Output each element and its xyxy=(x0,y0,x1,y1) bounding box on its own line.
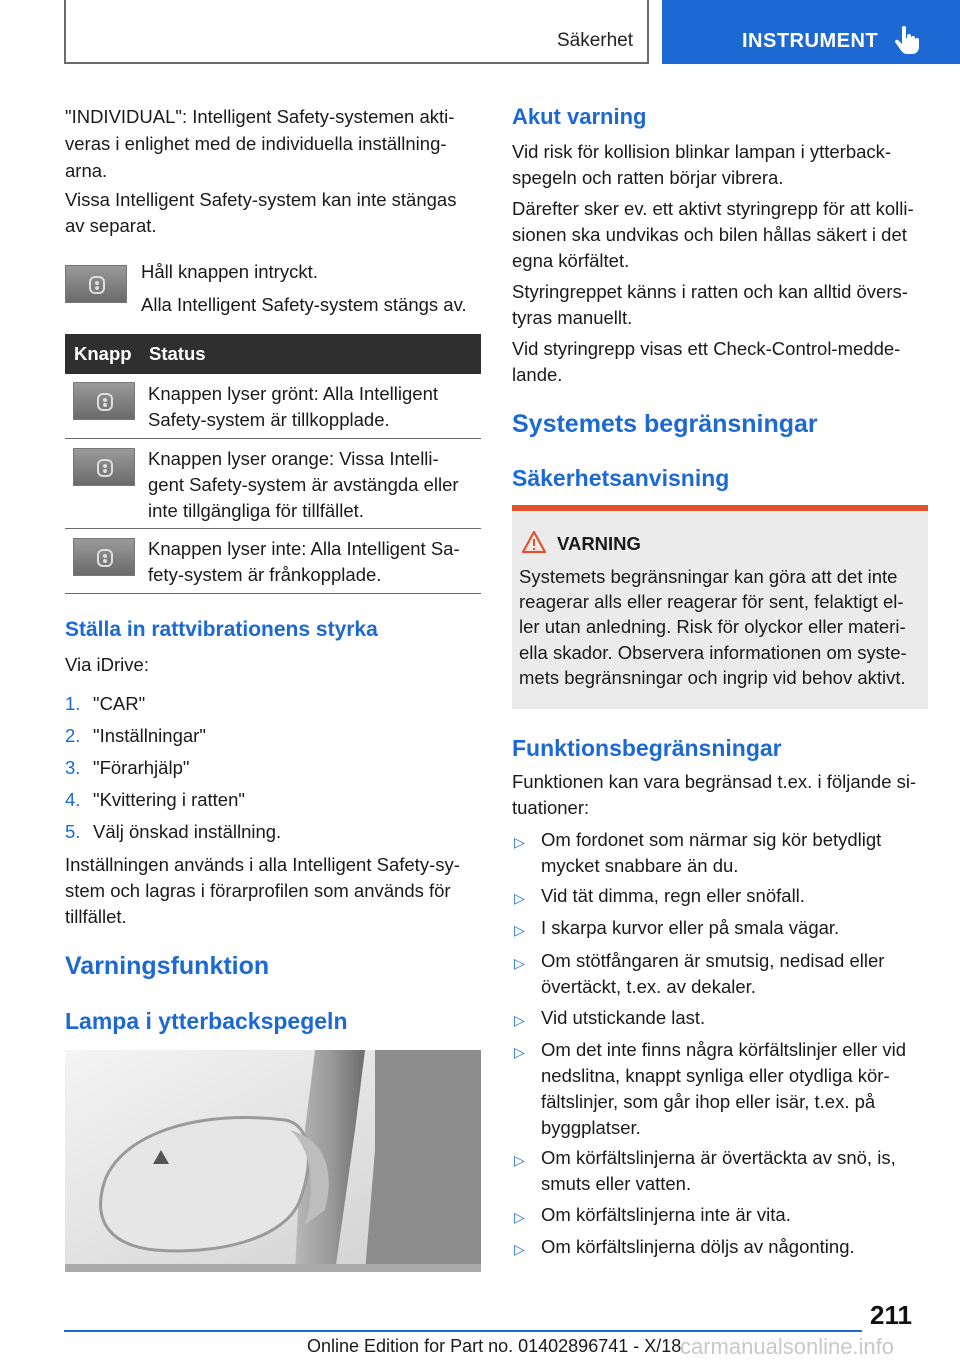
warning-triangle-icon xyxy=(521,530,547,554)
bullet-line: byggplatser. xyxy=(541,1117,641,1138)
warning-title: VARNING xyxy=(557,533,641,554)
table-row1-line1: Knappen lyser grönt: Alla Intelligent xyxy=(148,383,439,404)
table-row2-line2: gent Safety-system är avstängda eller xyxy=(148,474,459,495)
step-number: 2. xyxy=(65,725,81,746)
left-p1-line1: "INDIVIDUAL": Intelligent Safety-systemen akti- xyxy=(65,106,455,127)
left-p3-line2: stem och lagras i förarprofilen som används för xyxy=(65,880,451,901)
hand-pointer-icon xyxy=(894,26,920,54)
left-p2-line2: av separat. xyxy=(65,215,157,236)
hold-line2: Alla Intelligent Safety-system stängs av. xyxy=(141,294,467,315)
bullet-line: Om körfältslinjerna döljs av någonting. xyxy=(541,1236,855,1257)
bullet-triangle-icon: ▷ xyxy=(514,1209,525,1225)
right-p3-line1: Styringreppet känns i ratten och kan alltid övers- xyxy=(512,281,908,302)
step-number: 3. xyxy=(65,757,81,778)
bullet-line: Om det inte finns några körfältslinjer eller vid xyxy=(541,1039,907,1060)
bullet-triangle-icon: ▷ xyxy=(514,1152,525,1168)
header-chapter-title: INSTRUMENT xyxy=(742,30,879,52)
safety-button-image xyxy=(65,265,127,303)
bullet-triangle-icon: ▷ xyxy=(514,922,525,938)
left-p1-line3: arna. xyxy=(65,160,108,181)
via-idrive: Via iDrive: xyxy=(65,654,149,675)
right-p1-line2: spegeln och ratten börjar vibrera. xyxy=(512,167,784,188)
bullet-line: övertäckt, t.ex. av dekaler. xyxy=(541,976,756,997)
right-p4-line2: lande. xyxy=(512,364,563,385)
heading-limits: Systemets begränsningar xyxy=(512,410,818,438)
heading-warning-function: Varningsfunktion xyxy=(65,952,270,980)
bullet-line: Vid tät dimma, regn eller snöfall. xyxy=(541,885,805,906)
right-p5-line1: Funktionen kan vara begränsad t.ex. i följande si- xyxy=(512,771,917,792)
table-row2-line3: inte tillgängliga för tillfället. xyxy=(148,500,364,521)
left-p3-line1: Inställningen används i alla Intelligent Safety-sy- xyxy=(65,854,460,875)
heading-lamp: Lampa i ytterbackspegeln xyxy=(65,1008,348,1034)
button-green-image xyxy=(73,382,135,420)
right-p2-line1: Därefter sker ev. ett aktivt styringrepp för att kolli- xyxy=(512,198,914,219)
footer-edition: Online Edition for Part no. 01402896741 - X/18 xyxy=(307,1336,682,1356)
table-divider xyxy=(65,593,481,594)
warning-line: Systemets begränsningar kan göra att det inte xyxy=(519,566,898,587)
warning-line: reagerar alls eller reagerar för sent, felaktigt el- xyxy=(519,591,904,612)
header-section-tab xyxy=(64,0,649,64)
step-text: "Kvittering i ratten" xyxy=(93,789,245,810)
right-p2-line2: sionen ska undvikas och bilen hållas säkert i det xyxy=(512,224,907,245)
left-p3-line3: tillfället. xyxy=(65,906,127,927)
bullet-line: smuts eller vatten. xyxy=(541,1173,692,1194)
warning-line: mets begränsningar och ingrip vid behov aktivt. xyxy=(519,667,906,688)
left-p2-line1: Vissa Intelligent Safety-system kan inte stängas xyxy=(65,189,457,210)
table-divider xyxy=(65,528,481,529)
table-header-status: Status xyxy=(149,343,206,364)
button-orange-image xyxy=(73,448,135,486)
page-number: 211 xyxy=(870,1300,912,1330)
mirror-illustration xyxy=(65,1050,481,1272)
bullet-line: Om fordonet som närmar sig kör betydligt xyxy=(541,829,882,850)
right-p2-line3: egna körfältet. xyxy=(512,250,630,271)
left-p1-line2: veras i enlighet med de individuella inställning- xyxy=(65,133,447,154)
step-text: "CAR" xyxy=(93,693,146,714)
right-p5-line2: tuationer: xyxy=(512,797,590,818)
bullet-line: Om körfältslinjerna inte är vita. xyxy=(541,1204,791,1225)
bullet-line: fältslinjer, som går ihop eller isär, t.ex. på xyxy=(541,1091,876,1112)
heading-akut: Akut varning xyxy=(512,104,647,129)
bullet-line: Vid utstickande last. xyxy=(541,1007,706,1028)
header-chapter-tab xyxy=(662,0,960,64)
table-divider xyxy=(65,438,481,439)
heading-vibration: Ställa in rattvibrationens styrka xyxy=(65,618,378,641)
button-off-image xyxy=(73,538,135,576)
table-row3-line2: fety-system är frånkopplade. xyxy=(148,564,382,585)
bullet-line: Om stötfångaren är smutsig, nedisad eller xyxy=(541,950,885,971)
bullet-line: Om körfältslinjerna är övertäckta av snö, is, xyxy=(541,1147,896,1168)
step-text: "Förarhjälp" xyxy=(93,757,190,778)
bullet-line: I skarpa kurvor eller på smala vägar. xyxy=(541,917,840,938)
step-number: 5. xyxy=(65,821,81,842)
bullet-line: mycket snabbare än du. xyxy=(541,855,739,876)
table-header xyxy=(65,334,481,374)
table-row2-line1: Knappen lyser orange: Vissa Intelli- xyxy=(148,448,439,469)
heading-safety-note: Säkerhetsanvisning xyxy=(512,465,730,491)
table-row3-line1: Knappen lyser inte: Alla Intelligent Sa- xyxy=(148,538,460,559)
header-section-title: Säkerhet xyxy=(556,30,633,51)
watermark: carmanualsonline.info xyxy=(680,1334,895,1359)
bullet-triangle-icon: ▷ xyxy=(514,1241,525,1257)
bullet-triangle-icon: ▷ xyxy=(514,890,525,906)
safety-car-icon xyxy=(94,457,116,479)
safety-car-icon xyxy=(94,547,116,569)
hold-line1: Håll knappen intryckt. xyxy=(141,261,318,282)
warning-line: ella skador. Observera informationen om syste- xyxy=(519,642,907,663)
warning-line: ler utan anledning. Risk för olyckor eller materi- xyxy=(519,616,906,637)
bullet-triangle-icon: ▷ xyxy=(514,955,525,971)
footer-rule xyxy=(64,1330,862,1332)
step-text: Välj önskad inställning. xyxy=(93,821,282,842)
right-p1-line1: Vid risk för kollision blinkar lampan i ytterback- xyxy=(512,141,892,162)
bullet-triangle-icon: ▷ xyxy=(514,1012,525,1028)
table-header-knapp: Knapp xyxy=(74,343,132,364)
right-p4-line1: Vid styringrepp visas ett Check-Control-medde- xyxy=(512,338,901,359)
warning-bar xyxy=(512,505,928,511)
bullet-line: nedslitna, knappt synliga eller otydliga kör- xyxy=(541,1065,890,1086)
table-row1-line2: Safety-system är tillkopplade. xyxy=(148,409,390,430)
bullet-triangle-icon: ▷ xyxy=(514,1044,525,1060)
right-p3-line2: tyras manuellt. xyxy=(512,307,633,328)
step-number: 4. xyxy=(65,789,81,810)
bullet-triangle-icon: ▷ xyxy=(514,834,525,850)
step-text: "Inställningar" xyxy=(93,725,206,746)
safety-car-icon xyxy=(94,391,116,413)
safety-car-icon xyxy=(86,274,108,296)
heading-func-limits: Funktionsbegränsningar xyxy=(512,735,782,761)
step-number: 1. xyxy=(65,693,81,714)
